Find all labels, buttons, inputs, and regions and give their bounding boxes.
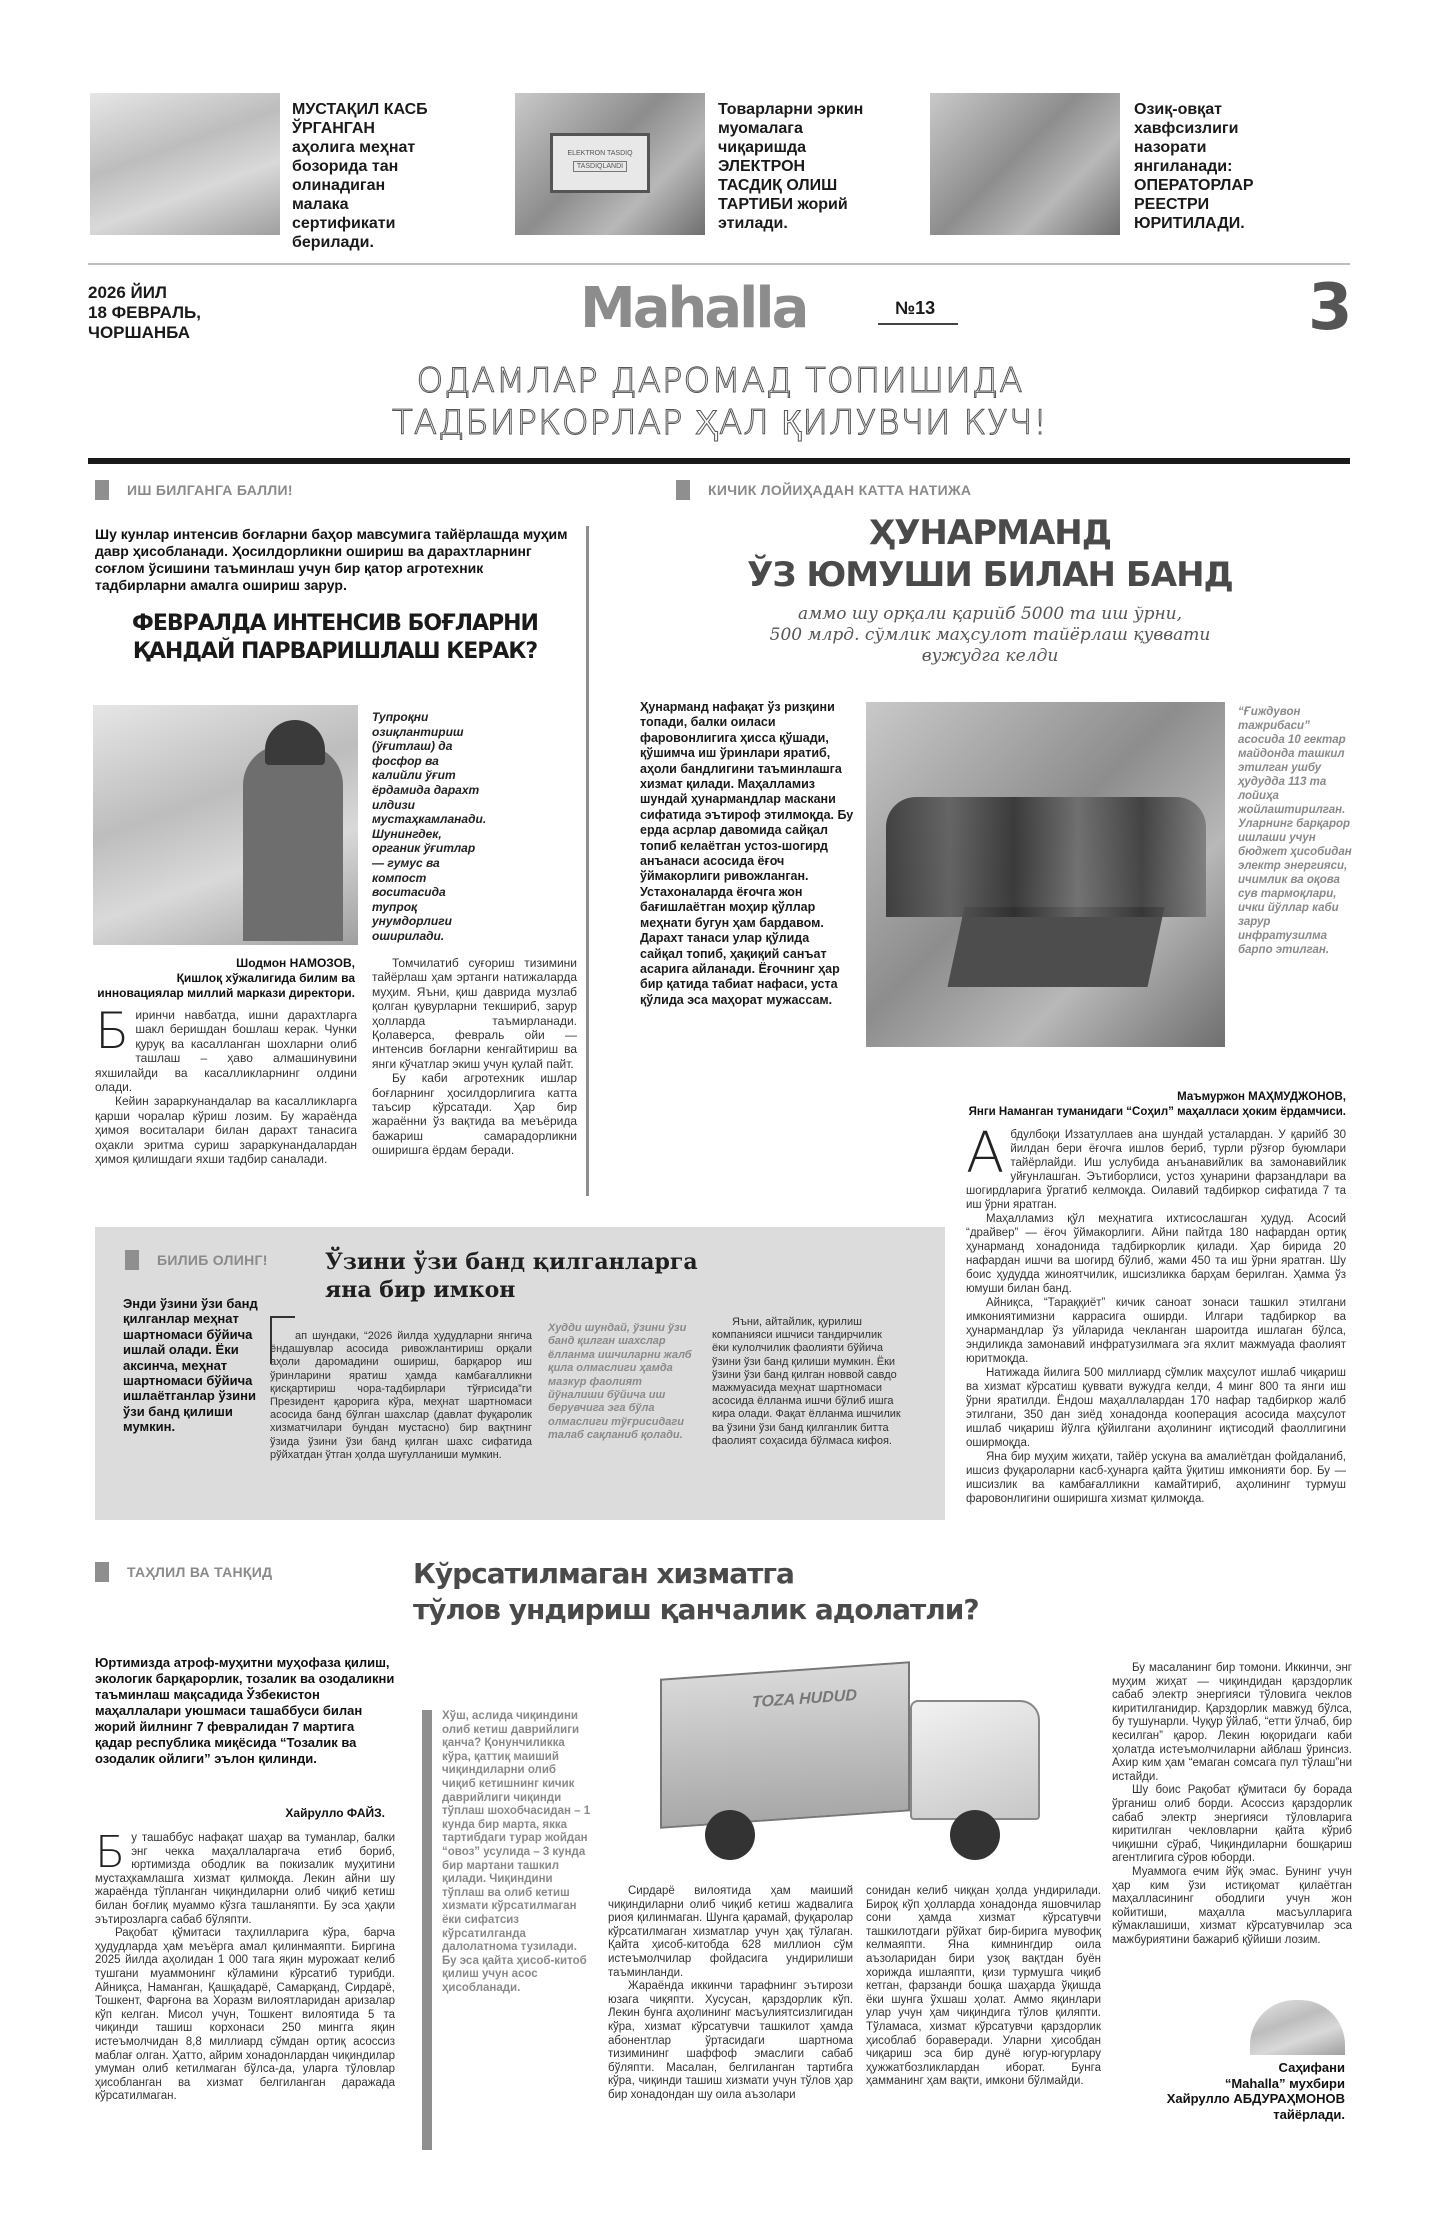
truck-label: TOZA HUDUD [752,1686,857,1712]
dropcap: Б [95,1002,130,1060]
article1-col1-p2: Кейин зараркунандалар ва касалликларга қарши чоралар кўриш лозим. Бу жараёнда ҳимоя воситалари билан дарахт танасига оҳакли эритма суриш зараркунандалардан ҳимоя қилишдаги яхши тадбир саналади. [95,1094,357,1167]
truck-wheel-2 [950,1810,1000,1860]
article3-column1 [95,1827,395,2104]
article2-p2: Маҳалламиз қўл меҳнатига ихтисослашган ҳудуд. Асосий “драйвер” — ёғоч ўймакорлиги. Айни пайтда 180 нафардан ортиқ ҳунарманд хонадонида тадбиркорлик қилади. Ҳар бирида 20 нафардан ишчи ва шогирд бўлиб, жами 450 та иш ўрни яратган. Шу боис ҳудудда жиноятчилик, ишсизликка барҳам берилган. Ҳамма ўз юмуши билан банд. [966,1213,1346,1295]
masthead-divider [88,458,1350,464]
article1-col2-p1: Томчилатиб суғориш тизимини тайёрлаш ҳам эртанги натижаларда муҳим. Яъни, қиш даврида музлаб қолган қувурларни текшириб, зарур ҳолларда таъмирланади. Қолаверса, февраль ойи — интенсив боғларни кенгайтириш ва янги кўчатлар экиш учун қулай пайт. [372,956,577,1071]
slogan-line-2: ТАДБИРКОРЛАР ҲАЛ ҚИЛУВЧИ КУЧ! [392,403,1048,443]
article1-photo-farmer [93,705,358,945]
article3-column2 [608,1885,853,2103]
dropcap: А [966,1121,1005,1186]
article2-subtitle [620,604,1360,667]
teaser-image-students [90,93,280,235]
article3-col2-p1: Сирдарё вилоятида ҳам маиший чиқиндиларни олиб чиқиб кетиш жадвалига риоя қилинмаган. Шунга қарамай, фуқаролар кўрсатилмаган хизматлар учун ҳақ тўлаган. Қайта ҳисоб-китобда 628 миллион сўм истеъмолчилар фойдасига ундирилиши таъминланди. [608,1885,853,1979]
issue-number: №13 [895,298,936,318]
reporter-photo [1250,2000,1345,2055]
article2-subtitle-line2: 500 млрд. сўмлик маҳсулот тайёрлаш қуввати [769,625,1211,645]
workshop-plank [947,907,1164,987]
article1-author-name: Шодмон НАМОЗОВ, [236,956,355,970]
article2-p1: бдулбоқи Иззатуллаев ана шундай усталардан. У қарийб 30 йилдан бери ёғочга ишлов бериб, турли рўзғор буюмлари тайёрлайди. Иш услубида анъанавийлик ва замонавийлик уйғунлашган. Эътиборлиси, устоз ҳунарини фарзандлари ва шогирдларига ўргатиб келмоқда. Оилавий тадбиркор сифатида 7 та иш ўрни яратган. [966,1129,1346,1211]
section-label: БИЛИБ ОЛИНГ! [157,1252,268,1268]
top-divider [88,263,1350,265]
slogan-line-1: ОДАМЛАР ДАРОМАД ТОПИШИДА [416,361,1024,401]
article3-col1-p1: у ташаббус нафақат шаҳар ва туманлар, балки энг чекка маҳаллаларгача етиб бориб, юртимизда ободлик ва покизалик муҳитини мустаҳкамлашга хизмат қилмоқда. Лекин айни шу жараёнда тўпланган чиқиндиларни олиб чиқиб кетиш билан боғлиқ муаммо кўзга ташланяпти. Бу эса ҳақли эътирозларга сабаб бўляпти. [95,1832,395,1926]
article1-title [95,610,575,666]
box-p2: Яъни, айтайлик, қурилиш компанияси ишчиси тандирчилик ёки кулолчилик фаолияти бўйича ўзини ўзи банд қилиши мумкин. Ёки ўзини ўзи банд қилган новвой савдо мажмуасида меҳнат шартномаси асосида ёлланма ишчи бўлиб ишга кира олади. Фақат ёлланма ишчилик ва ўзини ўзи банд қилганлик битта фаолият соҳасида бўлмаса кифоя. [712,1316,901,1447]
farmer-figure [243,745,343,941]
teaser-text-3[interactable]: Озиқ-овқат хавфсизлиги назорати янгиланади: ОПЕРАТОРЛАР РЕЕСТРИ ЮРИТИЛАДИ. [1134,101,1254,232]
issue-number-underline [878,323,958,325]
article3-lead: Юртимизда атроф-муҳитни муҳофаза қилиш, экологик барқарорлик, тозалик ва озодаликни таъминлаш мақсадида Ўзбекистон маҳаллалари уюшмаси ташаббуси билан жорий йилнинг 7 февралидан 7 мартига қадар республика миқёсида “Тозалик ва озодалик ойлиги” эълон қилинди. [95,1655,395,1766]
teaser-image-electronic [515,93,705,235]
pullquote-bar [422,1710,432,2150]
article2-title [620,512,1360,596]
article3-col1-p2: Рақобат қўмитаси таҳлилларига кўра, барча ҳудудларда ҳам меъёрга амал қилинмаяпти. Биргина 2025 йилда аҳолидан 1 000 тага яқин мурожаат келиб тушгани муаммонинг кўламини кўрсатиб турибди. Айниқса, Наманган, Қашқадарё, Самарқанд, Сирдарё, Тошкент, Фарғона ва Хоразм вилоятларидан аризалар кўп келган. Мисол учун, Тошкент вилоятида 5 та чиқинди ташиш корхонаси 250 мингга яқин истеъмолчидан 8,8 миллиард сўмдан ортиқ асоссиз маблағ олган. Ҳатто, айрим хонадонлардан чиқиндилар умуман олиб кетилмаган бўлса-да, уларга тўловлар ҳисобланган ва хизмат белгиланган даражада кўрсатилмаган. [95,1927,395,2103]
section-tag-article2 [676,480,971,500]
page-number: 3 [1308,271,1353,345]
box-p1: ап шундаки, “2026 йилда ҳудудларни янгича ёндашувлар асосида ривожлантириш орқали аҳоли даромадини ошириш, барқарор иш ўринларини яратиш ҳамда камбағалликни қисқартириш чора-тадбирлари тўғрисида”ги Президент қарорига кўра, меҳнат шартномаси асосида банд бўлган шахслар (давлат фуқаролик хизматчилари бундан мустасно) бир вақтнинг ўзида ўзини ўзи банд қилган шахс сифатида рўйхатдан ўтган ҳолда шуғулланиши мумкин. [270,1330,532,1461]
article1-author-role2: инновациялар миллий маркази директори. [97,986,355,1000]
article1-col2-p2: Бу каби агротехник ишлар боғларнинг ҳосилдорлигига катта таъсир кўрсатади. Ҳар бир жараённи ўз вақтида ва меъёрида бажариш самарадорликни оширишга ёрдам беради. [372,1071,577,1158]
article3-pullquote: Хўш, аслида чиқиндини олиб кетиш даврийлиги қанча? Қонунчиликка кўра, қаттиқ маиший чиқиндиларни олиб чиқиб кетишнинг кичик даврийлиги чиқинди тўплаш шохобчасидан – 1 кунда бир марта, якка тартибдаги турар жойдан “овоз” усулида – 3 кунда бир мартани ташкил қилади. Чиқиндини тўплаш ва олиб кетиш хизмати кўрсатилмаган ёки сифатсиз кўрсатилганда далолатнома тузилади. Бу эса қайта ҳисоб-китоб қилиш учун асос ҳисобланади. [442,1710,591,1994]
article3-title-line2: тўлов ундириш қанчалик адолатли? [413,1593,979,1626]
section-marker [125,1250,139,1270]
article1-column1 [95,1002,357,1167]
section-label: ТАҲЛИЛ ВА ТАНҚИД [127,1564,273,1580]
teaser-image-caption: ELEKTRON TASDIQ [567,150,633,157]
section-tag-box [125,1250,268,1270]
article3-col4-p3: Муаммога ечим йўқ эмас. Бунинг учун ҳар ким ўзи истиқомат қилаётган маҳалласининг ободлиги учун жон койитиши, маҳалла масъулларига кўмаклашиши, хизмат кўрсатувчилар эса мажбуриятини бажариб қўйиши лозим. [1112,1865,1352,1946]
teaser-text-2[interactable]: Товарларни эркин муомалага чиқаришда ЭЛЕКТРОН ТАСДИҚ ОЛИШ ТАРТИБИ жорий этилади. [718,101,864,232]
article3-column3 [866,1885,1101,2089]
article2-author-role: Янги Наманган туманидаги “Соҳил” маҳалласи ҳоким ёрдамчиси. [968,1106,1346,1118]
article3-col4-p2: Шу боис Рақобат қўмитаси бу борада ўрганиш олиб борди. Асоссиз қарздорлик сабаб электр энергияси тўловларига киритилган чекловларни қайта кўриб чиқишни сўраб, Чиқиндиларни бошқариш агентлигига сўров юборди. [1112,1784,1352,1865]
article1-pullquote: Тупроқни озиқлантириш (ўғитлаш) да фосфор ва калийли ўғит ёрдамида дарахт илдизи мустаҳкамланади. Шунингдек, органик ўғитлар — гумус ва компост воситасида тупроқ унумдорлиги оширилади. [372,710,487,943]
article1-author-role1: Қишлоқ хўжалигида билим ва [176,971,355,985]
section-tag-article1 [95,480,293,500]
article2-photo-workshop [866,702,1225,1047]
date-weekday: ЧОРШАНБА [88,323,190,342]
section-label: ИШ БИЛГАНГА БАЛЛИ! [127,482,293,498]
box-title-line2: яна бир имкон [325,1277,516,1303]
article2-subtitle-line3: вужудга келди [921,646,1059,666]
credit-line2: “Mahalla” мухбири [1224,2075,1345,2091]
article1-col1-p1: иринчи навбатда, ишни дарахтларга шакл беришдан бошлаш керак. Чунки қуруқ ва касалланган шохларни олиб ташлаш – ҳаво алмашинувини яхшилайди ва касалликларнинг олдини олади. [95,1008,357,1095]
farmer-hat [265,720,325,765]
truck-wheel-1 [705,1810,755,1860]
issue-date [88,283,201,343]
section-marker [95,480,109,500]
article2-lead: Ҳунарманд нафақат ўз ризқини топади, балки оиласи фаровонлигига ҳисса қўшади, қўшимча иш ўринлари яратиб, аҳоли бандлигини таъминлашга хизмат қилади. Маҳалламиз шундай ҳунармандлар маскани сифатида эътироф этилмоқда. Бу ерда асрлар давомида сайқал топиб келаётган устоз-шогирд анъанаси асосида ёғоч ўймакорлиги ривожланган. Устахоналарда ёғочга жон бағишлаётган моҳир қўллар меҳнати бугун ҳам бардавом. Дарахт танаси улар қўлида сайқал топиб, ҳақиқий санъат асарига айланади. Ёғочнинг ҳар бир қатида табиат нафаси, уста қўлида эса маҳорат мужассам. [640,700,854,1007]
article2-p4: Натижада йилига 500 миллиард сўмлик маҳсулот ишлаб чиқариш ва хизмат кўрсатиш қуввати вужудга келди, 4 минг 800 та янги иш ўрни яратилди. Ёндош маҳаллалардан 170 нафар тадбиркор жалб этилгани, 350 дан зиёд хонадонда кооперация асосида маҳсулот ишлаб чиқариш йўлга қўйилгани аҳолининг иқтисодий фаоллигини оширмоқда. [966,1367,1346,1449]
credit-line1: Саҳифани [1278,2060,1345,2075]
article3-col4-p1: Бу масаланинг бир томони. Иккинчи, энг муҳим жиҳат — чиқиндидан қарздорлик сабаб электр энергияси тўловига чеклов киритилганидир. Қарздорлик мавжуд бўлса, бу тушунарли. Чуқур ўйлаб, “етти ўлчаб, бир кесилган” қарор. Лекин юқоридаги каби ҳолатда истеъмолчиларни айблаш ўринсиз. Ахир ким ҳам “емаган сомсага пул тўлаш”ни истайди. [1112,1662,1352,1783]
article2-author [866,1090,1346,1120]
box-lead: Энди ўзини ўзи банд қилганлар меҳнат шартномаси бўйича ишлай олади. Ёки аксинча, меҳнат шартномаси бўйича ишлаётганлар ўзини ўзи банд қилиши мумкин. [123,1296,258,1435]
article2-p3: Айниқса, “Тараққиёт” кичик саноат зонаси ташкил этилгани имкониятимизни каррасига оширди. Илгари тадбиркор ва ҳунармандлар ўз уйларида чекланган шароитда ишлаган бўлса, эндиликда замонавий инфратузилмага эга яхлит мажмуада фаолият юритмоқда. [966,1297,1346,1365]
box-pullquote: Худди шундай, ўзини ўзи банд қилган шахслар ёлланма ишчиларни жалб қила олмаслиги ҳамда мазкур фаолият йўналиши бўйича иш берувчига эга бўла олмаслиги тўғрисидаги талаб сақланиб қолади. [548,1322,692,1442]
article3-title [413,1556,1353,1628]
masthead-logo: Mahalla [580,276,807,341]
article2-subtitle-line1: аммо шу орқали қарийб 5000 та иш ўрни, [797,604,1183,624]
article3-author: Хайрулло ФАЙЗ. [285,1806,385,1820]
article3-title-line1: Кўрсатилмаган хизматга [413,1557,794,1590]
teaser-image-screen [550,133,650,193]
article1-title-line1: ФЕВРАЛДА ИНТЕНСИВ БОҒЛАРНИ [132,611,538,636]
date-day: 18 ФЕВРАЛЬ, [88,303,201,322]
article3-col3-p1: сонидан келиб чиққан ҳолда ундирилади. Бироқ кўп ҳолларда хонадонда яшовчилар сони ҳамда хизмат кўрсатувчи ташкилотдаги рўйхат бир-бирига мувофиқ келмаяпти. Яна кимнингдир оила аъзоларидан бири узоқ вақтдан буён хорижда ишлаяпти, қизи турмушга чиқиб кетган, фарзанди бошқа шаҳарда ўқишда ёки шунга ўхшаш ҳолат. Аммо яқинлари улар учун ҳам чиқиндига тўлов қиляпти. Тўламаса, хизмат кўрсатувчи қарздорлик ҳисоблаб бораверади. Уларни ҳисобдан чиқариш эса бир дунё югур-югурлару ҳужжатбозликлардан иборат. Бунга ҳамманинг ҳам вақти, имкони бўлмайди. [866,1885,1101,2088]
box-body-1 [270,1330,532,1462]
article2-body [966,1121,1346,1506]
section-label: КИЧИК ЛОЙИҲАДАН КАТТА НАТИЖА [708,482,972,498]
article2-author-name: Маъмуржон МАҲМУДЖОНОВ, [1177,1091,1346,1103]
article3-col2-p2: Жараёнда иккинчи тарафнинг эътирози юзага чиқяпти. Хусусан, қарздорлик кўп. Лекин бунга аҳолининг масъулиятсизлигидан кўра, хизмат кўрсатувчи ташкилот ҳамда абонентлар ўртасидаги шартнома тизимининг шаффоф эмаслиги сабаб бўляпти. Масалан, белгиланган тартибга кўра, чиқинди ташиш хизмати учун тўлов ҳар бир хонадондан шу оила аъзолари [608,1980,853,2101]
section-tag-article3 [95,1562,272,1582]
page-credit [1090,2060,1345,2122]
page-slogan [200,360,1240,444]
box-title [325,1248,925,1304]
section-marker [676,480,690,500]
article2-p5: Яна бир муҳим жиҳати, тайёр ускуна ва амалиётдан фойдаланиб, ишсиз фуқароларни касб-ҳунарга қайта ўқитиш имконияти бор. Бу — ишсизлик ва камбағалликни камайтириб, аҳолининг турмуш фаровонлигини оширишга хизмат қилмоқда. [966,1451,1346,1505]
credit-line4: тайёрлади. [1273,2106,1345,2122]
truck-body [660,1661,910,1828]
box-title-line1: Ўзини ўзи банд қилганларга [325,1249,698,1275]
article1-author [95,956,355,1001]
article1-column2 [372,956,577,1158]
article2-title-line1: ҲУНАРМАНД [869,513,1111,553]
article2-title-line2: ЎЗ ЮМУШИ БИЛАН БАНД [747,555,1233,595]
teaser-image-stamp: TASDIQLANDI [573,161,627,172]
teaser-image-vegetables [930,93,1120,235]
article3-photo-truck [620,1650,1060,1870]
date-year: 2026 ЙИЛ [88,283,167,302]
column-divider [586,526,589,1196]
workshop-people [886,797,1206,917]
teaser-text-1[interactable]: МУСТАҚИЛ КАСБ ЎРГАНГАН аҳолига меҳнат бозорида тан олинадиган малака сертификати берилади. [292,101,428,251]
article3-column4 [1112,1662,1352,1947]
truck-cab [910,1700,1040,1820]
article1-lead: Шу кунлар интенсив боғларни баҳор мавсумига тайёрлашда муҳим давр ҳисобланади. Ҳосилдорликни ошириш ва дарахтларнинг соғлом ўсишини таъминлаш учун бир қатор агротехник тадбирларни амалга ошириш зарур. [95,526,568,593]
credit-line3: Хайрулло АБДУРАҲМОНОВ [1166,2091,1345,2106]
article2-pullquote: “Ғиждувон тажрибаси” асосида 10 гектар майдонда ташкил этилган ушбу ҳудудда 113 та лойиҳа жойлаштирилган. Уларнинг барқарор ишлаши учун бюджет ҳисобидан электр энергияси, ичимлик ва оқова сув тармоқлари, ички йўллар каби зарур инфратузилма барпо этилган. [1238,706,1352,956]
dropcap: Б [95,1827,126,1878]
box-body-2 [712,1316,902,1448]
article1-title-line2: ҚАНДАЙ ПАРВАРИШЛАШ КЕРАК? [132,639,538,664]
section-marker [95,1562,109,1582]
